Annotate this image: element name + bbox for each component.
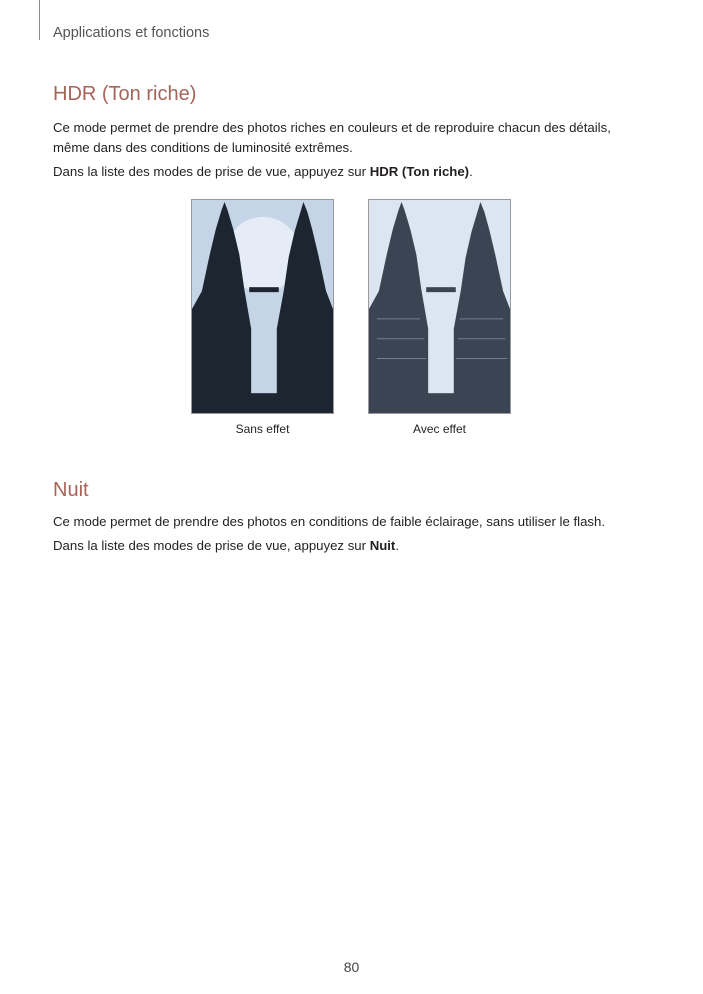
skybridge: [426, 287, 456, 292]
skybridge: [249, 287, 279, 292]
hdr-section-title: HDR (Ton riche): [53, 83, 197, 105]
hdr-instruction: [53, 162, 653, 182]
ground: [369, 393, 510, 413]
page-number: 80: [343, 959, 360, 975]
hdr-description-line-2: même dans des conditions de luminosité extrêmes.: [53, 140, 353, 155]
caption-with-effect: Avec effet: [413, 422, 466, 436]
photo-with-effect: [368, 199, 511, 414]
nuit-description: Ce mode permet de prendre des photos en conditions de faible éclairage, sans utiliser le flash.: [53, 514, 606, 529]
photo-without-effect: [191, 199, 334, 414]
nuit-section-title: Nuit: [53, 479, 89, 501]
page-edge-rule: [39, 0, 40, 40]
nuit-instruction-end: .: [395, 538, 399, 553]
caption-without-effect: Sans effet: [235, 422, 290, 436]
hdr-instruction-end: .: [469, 164, 473, 179]
towers-photo-dark: [192, 200, 333, 413]
hdr-description-line-1: Ce mode permet de prendre des photos riches en couleurs et de reproduire chacun des détails,: [53, 120, 611, 135]
ground: [192, 393, 333, 413]
hdr-mode-name: HDR (Ton riche): [369, 164, 470, 179]
nuit-mode-name: Nuit: [369, 538, 396, 553]
hdr-instruction-text: Dans la liste des modes de prise de vue, appuyez sur: [53, 164, 370, 179]
towers-photo-hdr: [369, 200, 510, 413]
hdr-description: [53, 118, 653, 158]
running-header: Applications et fonctions: [53, 25, 210, 41]
nuit-instruction-text: Dans la liste des modes de prise de vue, appuyez sur: [53, 538, 370, 553]
nuit-instruction: [53, 536, 653, 556]
